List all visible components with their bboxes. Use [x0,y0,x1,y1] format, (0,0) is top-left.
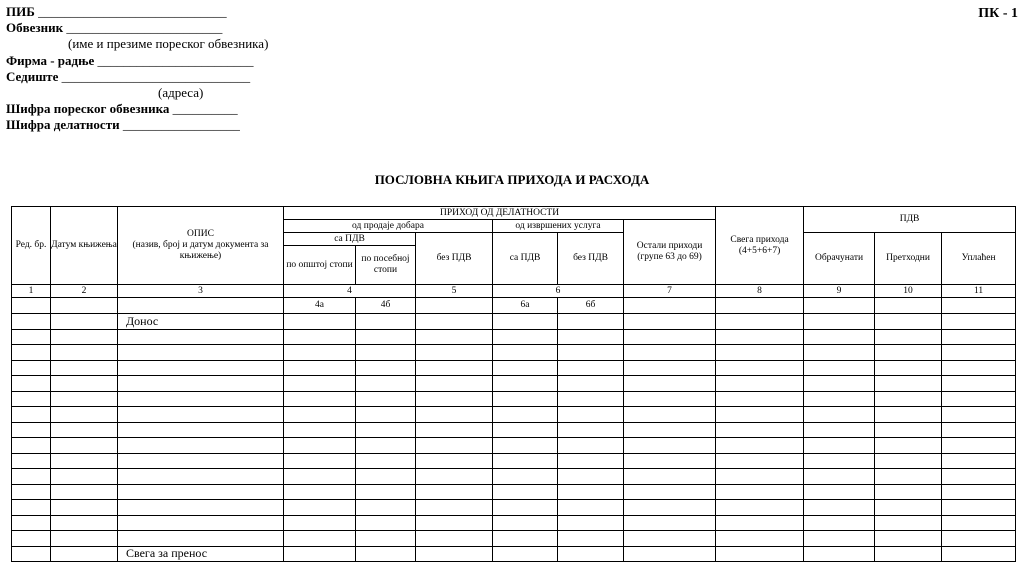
ledger-cell[interactable] [118,391,284,407]
ledger-cell[interactable] [875,438,942,454]
services-group-header: од извршених услуга [493,220,624,233]
ledger-cell[interactable] [942,469,1016,485]
ledger-row [12,484,1016,500]
ledger-cell[interactable] [416,546,493,562]
ledger-cell[interactable] [12,500,51,516]
taxpayer-code-label: Шифра пореског обвезника [6,101,170,117]
ledger-cell[interactable] [356,500,416,516]
col-number: 11 [942,285,1016,298]
ledger-cell[interactable] [51,376,118,392]
vat-group-header: са ПДВ [284,233,416,246]
ledger-cell[interactable] [558,531,624,547]
ledger-cell[interactable] [416,438,493,454]
ledger-cell[interactable] [118,469,284,485]
sub-number: 6б [558,298,624,314]
col-number: 1 [12,285,51,298]
ledger-cell[interactable] [12,314,51,330]
ledger-cell[interactable] [356,345,416,361]
ledger-cell[interactable] [12,407,51,423]
ledger-cell[interactable] [624,515,716,531]
ledger-cell[interactable] [493,546,558,562]
col-desc-header [118,207,284,285]
ledger-cell[interactable] [118,329,284,345]
ledger-cell[interactable] [356,422,416,438]
ledger-cell[interactable] [624,422,716,438]
ledger-cell[interactable] [624,391,716,407]
ledger-cell[interactable] [942,314,1016,330]
ledger-cell[interactable] [716,515,804,531]
taxpayer-blank: ________________________ [66,20,223,36]
ledger-cell[interactable] [118,376,284,392]
col-number: 4 [284,285,416,298]
ledger-cell[interactable] [118,407,284,423]
ledger-cell[interactable] [284,469,356,485]
ledger-cell[interactable] [558,422,624,438]
ledger-cell[interactable] [416,314,493,330]
ledger-cell[interactable] [51,345,118,361]
ledger-row [12,469,1016,485]
ledger-cell[interactable] [416,407,493,423]
ledger-cell[interactable] [284,438,356,454]
ledger-cell[interactable] [558,546,624,562]
ledger-cell[interactable] [875,500,942,516]
ledger-cell[interactable] [624,376,716,392]
no-vat-services-header: без ПДВ [558,233,624,285]
ledger-cell[interactable] [12,329,51,345]
ledger-cell[interactable] [804,422,875,438]
ledger-row [12,391,1016,407]
col-number: 10 [875,285,942,298]
firm-label: Фирма - радње [6,52,95,68]
pib-label: ПИБ [6,4,35,19]
ledger-cell[interactable] [493,453,558,469]
ledger-row [12,407,1016,423]
pdv-group-header: ПДВ [804,207,1016,233]
col-no-header: Ред. бр. [12,207,51,285]
ledger-cell[interactable] [942,376,1016,392]
ledger-cell[interactable] [356,484,416,500]
previous-header: Претходни [875,233,942,285]
ledger-cell[interactable] [875,422,942,438]
ledger-cell[interactable] [118,500,284,516]
ledger-row [12,438,1016,454]
ledger-cell[interactable] [875,531,942,547]
ledger-cell[interactable] [356,438,416,454]
ledger-cell[interactable] [118,484,284,500]
ledger-cell[interactable] [558,500,624,516]
ledger-cell[interactable] [558,360,624,376]
ledger-cell[interactable] [875,391,942,407]
ledger-cell[interactable] [716,345,804,361]
ledger-cell[interactable] [51,546,118,562]
ledger-cell[interactable] [12,438,51,454]
ledger-cell[interactable] [284,515,356,531]
ledger-cell[interactable] [942,546,1016,562]
ledger-cell[interactable] [558,453,624,469]
ledger-cell[interactable] [493,360,558,376]
taxpayer-note: (име и презиме пореског обвезника) [68,36,269,52]
ledger-cell[interactable] [284,376,356,392]
other-income-header: Остали приходи (групе 63 до 69) [624,220,716,285]
ledger-cell[interactable] [493,329,558,345]
ledger-cell[interactable] [716,407,804,423]
ledger-cell[interactable] [493,531,558,547]
ledger-cell[interactable] [12,376,51,392]
ledger-cell[interactable] [493,422,558,438]
ledger-cell[interactable] [804,376,875,392]
ledger-cell[interactable] [284,345,356,361]
ledger-cell[interactable] [284,484,356,500]
ledger-cell[interactable] [12,345,51,361]
ledger-cell[interactable] [356,391,416,407]
ledger-cell[interactable] [875,345,942,361]
ledger-cell[interactable] [942,531,1016,547]
ledger-cell[interactable] [942,422,1016,438]
address-note: (адреса) [158,85,204,101]
ledger-cell[interactable] [416,500,493,516]
ledger-body [12,314,1016,562]
ledger-cell[interactable] [356,314,416,330]
ledger-cell[interactable] [942,360,1016,376]
brought-forward-label: Донос [118,314,284,330]
ledger-cell[interactable] [12,515,51,531]
ledger-cell[interactable] [416,469,493,485]
ledger-cell[interactable] [804,329,875,345]
firm-blank: ________________________ [97,52,254,68]
ledger-cell[interactable] [118,531,284,547]
pib-line [6,4,268,20]
ledger-cell[interactable] [875,484,942,500]
total-income-header: Свега прихода (4+5+6+7) [716,207,804,285]
ledger-cell[interactable] [284,531,356,547]
ledger-cell[interactable] [716,360,804,376]
ledger-cell[interactable] [558,515,624,531]
carried-forward-label: Свега за пренос [118,546,284,562]
ledger-cell[interactable] [716,376,804,392]
ledger-cell[interactable] [716,391,804,407]
ledger-row [12,500,1016,516]
ledger-cell[interactable] [416,515,493,531]
ledger-cell[interactable] [284,329,356,345]
ledger-cell[interactable] [804,345,875,361]
ledger-cell[interactable] [118,438,284,454]
ledger-cell[interactable] [942,484,1016,500]
pib-blank: _____________________________ [38,4,227,19]
with-vat-services-header: са ПДВ [493,233,558,285]
ledger-cell[interactable] [558,469,624,485]
ledger-cell[interactable] [624,531,716,547]
ledger-cell[interactable] [942,407,1016,423]
ledger-cell[interactable] [118,360,284,376]
ledger-cell[interactable] [12,531,51,547]
ledger-cell[interactable] [12,360,51,376]
ledger-cell[interactable] [804,546,875,562]
ledger-cell[interactable] [804,531,875,547]
ledger-cell[interactable] [51,484,118,500]
seat-label: Седиште [6,68,59,84]
ledger-cell[interactable] [493,391,558,407]
ledger-cell[interactable] [624,484,716,500]
taxpayer-line [6,20,268,36]
calculated-header: Обрачунати [804,233,875,285]
ledger-cell[interactable] [356,360,416,376]
firm-line [6,53,268,69]
ledger-cell[interactable] [804,407,875,423]
ledger-cell[interactable] [875,453,942,469]
ledger-cell[interactable] [284,453,356,469]
ledger-cell[interactable] [51,469,118,485]
ledger-cell[interactable] [356,407,416,423]
ledger-cell[interactable] [12,422,51,438]
ledger-cell[interactable] [356,531,416,547]
ledger-cell[interactable] [804,453,875,469]
ledger-cell[interactable] [875,469,942,485]
ledger-cell[interactable] [942,453,1016,469]
ledger-cell[interactable] [284,391,356,407]
ledger-cell[interactable] [942,500,1016,516]
ledger-cell[interactable] [416,453,493,469]
ledger-cell[interactable] [493,438,558,454]
document-title: ПОСЛОВНА КЊИГА ПРИХОДА И РАСХОДА [374,172,650,187]
ledger-cell[interactable] [51,407,118,423]
sub-number: 4а [284,298,356,314]
ledger-cell[interactable] [804,515,875,531]
ledger-cell[interactable] [624,360,716,376]
ledger-cell[interactable] [51,422,118,438]
ledger-cell[interactable] [942,438,1016,454]
ledger-cell[interactable] [624,500,716,516]
paid-header: Уплаћен [942,233,1016,285]
ledger-cell[interactable] [416,531,493,547]
general-rate-header: по општој стопи [284,246,356,285]
ledger-row [12,531,1016,547]
ledger-cell[interactable] [558,407,624,423]
ledger-cell[interactable] [558,438,624,454]
ledger-row [12,376,1016,392]
ledger-cell[interactable] [12,484,51,500]
ledger-cell[interactable] [804,391,875,407]
ledger-cell[interactable] [716,438,804,454]
no-vat-goods-header: без ПДВ [416,233,493,285]
ledger-cell[interactable] [624,453,716,469]
header-block [6,4,268,134]
taxpayer-code-blank: __________ [172,101,238,117]
ledger-cell[interactable] [493,376,558,392]
ledger-cell[interactable] [558,329,624,345]
ledger-cell[interactable] [558,376,624,392]
ledger-cell[interactable] [875,360,942,376]
ledger-cell[interactable] [804,500,875,516]
ledger-cell[interactable] [356,329,416,345]
ledger-cell[interactable] [875,376,942,392]
ledger-cell[interactable] [558,345,624,361]
ledger-row [12,453,1016,469]
ledger-cell[interactable] [51,360,118,376]
form-code: ПК - 1 [978,6,1018,21]
activity-code-line [6,117,268,133]
ledger-cell[interactable] [942,515,1016,531]
ledger-cell[interactable] [12,546,51,562]
activity-code-blank: __________________ [122,117,240,133]
ledger-cell[interactable] [51,329,118,345]
ledger-cell[interactable] [284,422,356,438]
col-number: 6 [493,285,624,298]
ledger-cell[interactable] [493,407,558,423]
ledger-cell[interactable] [804,484,875,500]
special-rate-header: по посебној стопи [356,246,416,285]
ledger-cell[interactable] [804,469,875,485]
ledger-row [12,329,1016,345]
ledger-cell[interactable] [624,546,716,562]
ledger-cell[interactable] [716,469,804,485]
col-number: 2 [51,285,118,298]
ledger-cell[interactable] [942,391,1016,407]
ledger-cell[interactable] [416,376,493,392]
sub-number: 4б [356,298,416,314]
ledger-cell[interactable] [624,329,716,345]
ledger-cell[interactable] [558,314,624,330]
col-number: 8 [716,285,804,298]
ledger-cell[interactable] [875,546,942,562]
ledger-cell[interactable] [416,345,493,361]
ledger-cell[interactable] [624,314,716,330]
ledger-cell[interactable] [624,407,716,423]
ledger-cell[interactable] [356,515,416,531]
col-desc-note: (назив, број и датум документа за књижење) [132,240,269,261]
ledger-cell[interactable] [493,469,558,485]
ledger-cell[interactable] [118,453,284,469]
ledger-row [12,360,1016,376]
ledger-cell[interactable] [804,438,875,454]
ledger-cell[interactable] [284,407,356,423]
ledger-row [12,515,1016,531]
ledger-row [12,345,1016,361]
ledger-cell[interactable] [804,314,875,330]
ledger-cell[interactable] [51,314,118,330]
ledger-cell[interactable] [875,329,942,345]
ledger-cell[interactable] [356,453,416,469]
ledger-cell[interactable] [493,345,558,361]
ledger-cell[interactable] [624,345,716,361]
ledger-cell[interactable] [716,484,804,500]
ledger-cell[interactable] [416,329,493,345]
ledger-cell[interactable] [716,314,804,330]
income-group-header: ПРИХОД ОД ДЕЛАТНОСТИ [284,207,716,220]
ledger-cell[interactable] [51,515,118,531]
col-date-header: Датум књижења [51,207,118,285]
ledger-cell[interactable] [942,345,1016,361]
ledger-cell[interactable] [493,484,558,500]
ledger-cell[interactable] [716,422,804,438]
ledger-cell[interactable] [493,500,558,516]
ledger-cell[interactable] [558,391,624,407]
ledger-cell[interactable] [942,329,1016,345]
ledger-cell[interactable] [624,469,716,485]
ledger-cell[interactable] [716,500,804,516]
ledger-cell[interactable] [284,546,356,562]
ledger-cell[interactable] [875,314,942,330]
ledger-cell[interactable] [716,453,804,469]
ledger-row [12,422,1016,438]
taxpayer-label: Обвезник [6,20,64,36]
ledger-cell[interactable] [51,500,118,516]
activity-code-label: Шифра делатности [6,117,120,133]
seat-line [6,69,268,85]
ledger-cell[interactable] [51,438,118,454]
ledger-row [12,314,1016,330]
ledger-cell[interactable] [493,314,558,330]
ledger-cell[interactable] [875,515,942,531]
ledger-cell[interactable] [416,422,493,438]
ledger-cell[interactable] [51,453,118,469]
ledger-table [11,206,1016,562]
ledger-cell[interactable] [716,329,804,345]
ledger-cell[interactable] [416,484,493,500]
ledger-cell[interactable] [12,391,51,407]
ledger-cell[interactable] [51,531,118,547]
col-number: 9 [804,285,875,298]
taxpayer-code-line [6,101,268,117]
ledger-cell[interactable] [12,469,51,485]
col-desc-title: ОПИС [187,229,214,239]
ledger-cell[interactable] [875,407,942,423]
col-number: 7 [624,285,716,298]
ledger-cell[interactable] [416,360,493,376]
ledger-cell[interactable] [558,484,624,500]
ledger-cell[interactable] [12,453,51,469]
ledger-cell[interactable] [356,546,416,562]
ledger-cell[interactable] [416,391,493,407]
ledger-cell[interactable] [284,360,356,376]
ledger-cell[interactable] [51,391,118,407]
col-number: 5 [416,285,493,298]
ledger-cell[interactable] [118,345,284,361]
goods-group-header: од продаје добара [284,220,493,233]
ledger-cell[interactable] [118,515,284,531]
ledger-cell[interactable] [804,360,875,376]
ledger-cell[interactable] [716,531,804,547]
ledger-cell[interactable] [356,469,416,485]
sub-number: 6а [493,298,558,314]
seat-blank: _____________________________ [61,68,251,84]
ledger-cell[interactable] [118,422,284,438]
ledger-cell[interactable] [356,376,416,392]
col-number: 3 [118,285,284,298]
ledger-cell[interactable] [624,438,716,454]
ledger-cell[interactable] [716,546,804,562]
ledger-cell[interactable] [493,515,558,531]
ledger-cell[interactable] [284,314,356,330]
ledger-row [12,546,1016,562]
ledger-cell[interactable] [284,500,356,516]
